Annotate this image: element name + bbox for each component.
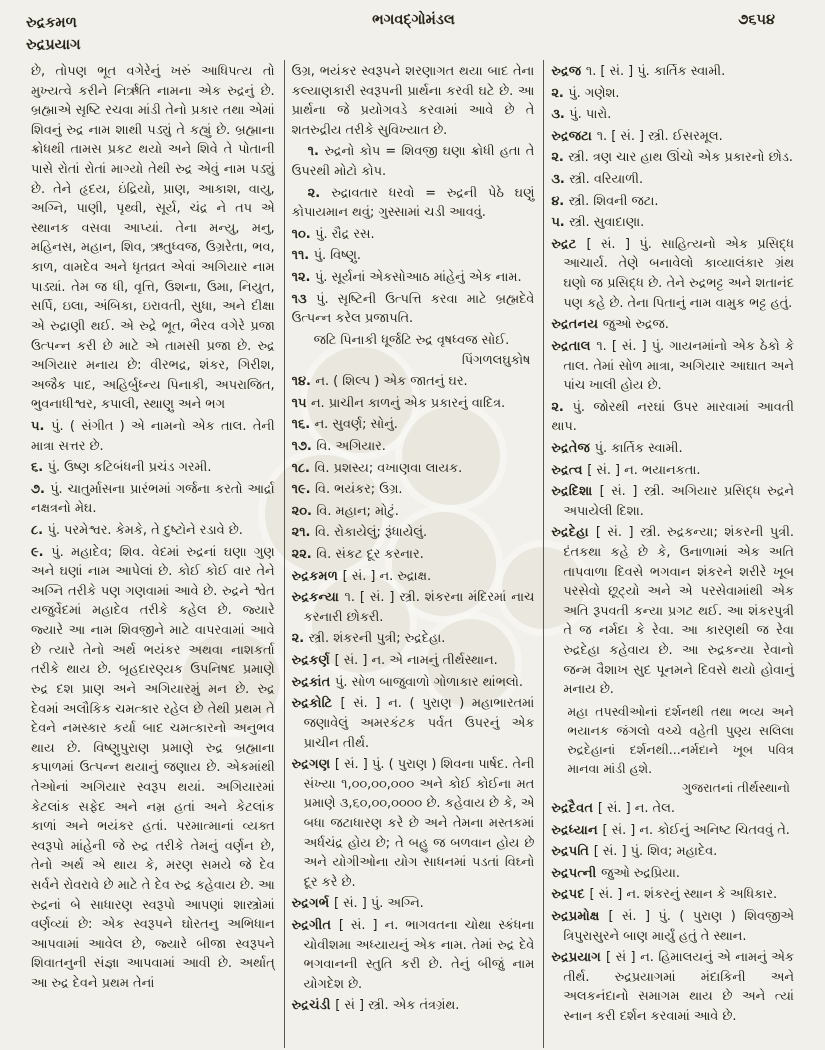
sense-number: ૮. (31, 523, 48, 539)
dictionary-entry: રુદ્રપત્ની જુઓ રુદ્રપ્રિયા. (551, 865, 680, 881)
headword: રુદ્રપત્ની (551, 865, 602, 881)
sub-sense: ૫. સ્ત્રી. સુવાદાણા. (551, 215, 645, 231)
idiom-item: ૧. રુદ્રનો કોપ = શિવજી ઘણા ક્રોધી હતા તે ઉપરથી મોટો કોપ. (291, 144, 535, 180)
headword: રુદ્રકાંત (291, 674, 336, 690)
sense-number: ૧૬. (291, 417, 315, 433)
sense-number: ૪. (551, 193, 569, 209)
sense-number: ૨. (551, 85, 569, 101)
dictionary-entry: રુદ્રત્વ [ સં. ] ન. ભયાનકતા. (551, 462, 701, 478)
sense-item: ૬. પું. ઉષ્ણ કટિબંધની પ્રચંડ ગરમી. (31, 460, 212, 476)
citation: પિંગળલઘુકોષ (461, 352, 531, 368)
sense-number: ૧૦. (291, 226, 316, 242)
dictionary-entry: રુદ્રદૈવત [ સં. ] ન. તેલ. (551, 800, 675, 816)
sense-number: ૨૨. (291, 547, 317, 563)
page-number: ૭૬૫૪ (738, 12, 775, 28)
dictionary-entry: રુદ્રકન્યા ૧. [ સં. ] સ્ત્રી. શંકરના મંદિરમાં નાચ કરનારી છોકરી. (291, 590, 535, 625)
dictionary-entry: રુદ્રકોટિ [ સં. ] ન. ( પુરાણ ) મહાભારતમાં જણાવેલું અમરકંટક પર્વત ઉપરનું એક પ્રાચીન તીર્થ. (291, 696, 535, 751)
headword: રુદ્રધ્યાન (551, 822, 603, 838)
sense-item: ૧૦. પું. રૌદ્ર રસ. (291, 226, 375, 242)
headword: રુદ્રપ્રમોક્ષ (551, 908, 609, 924)
sense-item: ૧૯. વિ. ભયંકર; ઉગ્ર. (291, 482, 403, 498)
sense-number: ૨. (307, 185, 332, 201)
sense-number: ૫. (31, 418, 52, 434)
citation: ગુજરાતનાં તીર્થસ્થાનો (682, 779, 790, 795)
sense-number: ૧૯. (291, 482, 315, 498)
dictionary-entry: રુદ્રતાલ ૧. [ સં. ] પું. ગાયનમાંનો એક ઠેકો કે તાલ. તેમાં સોળ માત્રા, અગિયાર આઘાત અને પાંચ ખાલી હોય છે. (551, 338, 794, 394)
dictionary-entry: રુદ્રગણ [ સં. ] પું. ( પુરાણ ) શિવના પાર્ષદ. તેની સંખ્યા ૧,૦૦,૦૦,૦૦૦ અને કોઈ કોઈના મત પ્રમાણે ૩,૬૦,૦૦,૦૦૦૦ છે. કહેવાય છે કે, એ બધા જટાધારણ કરે છે અને તેમના મસ્તકમાં અર્ધચંદ્ર હોય છે; તે બહુ જ બળવાન હોય છે અને યોગીઓના યોગ સાધનમાં પડતાં વિઘ્નો દૂર કરે છે. (291, 757, 535, 890)
dictionary-entry: રુદ્રજટા ૧. [ સં. ] સ્ત્રી. ઈસરમૂલ. (551, 128, 723, 144)
sense-item: ૮. પું. પરમેશ્વર. કેમકે, તે દુષ્ટોને રડાવે છે. (31, 523, 243, 539)
headword: રુદ્રતેજ (551, 440, 595, 456)
guide-word-top: રુદ્રકમળ (26, 15, 77, 31)
headword: રુદ્રપ્રયાગ (551, 950, 606, 966)
headword: રુદ્રચંડી (291, 998, 336, 1014)
running-header (24, 10, 803, 56)
sense-number: ૫. (551, 215, 570, 231)
dictionary-entry: રુદ્રદિશા [ સં. ] સ્ત્રી. અગિયાર પ્રસિદ્ધ રુદ્રને અપાયેલી દિશા. (551, 484, 794, 519)
headword: રુદ્રતાલ (551, 338, 597, 354)
sense-item: ૧૨. પું. સૂર્યનાં એકસોઆઠ માંહેનું એક નામ. (291, 270, 522, 286)
column-2 (284, 60, 544, 1048)
sense-item: ૧૧. પું. વિષ્ણુ. (291, 248, 361, 264)
sense-number: ૨૦. (291, 503, 317, 519)
verse-line: જટિ પિનાકી ધૂર્જટિ રુદ્ર વૃષધ્વજ સોઈ. પિંગળલઘુકોષ (292, 331, 535, 370)
sense-item: ૫. પું. ( સંગીત ) એ નામનો એક તાલ. તેની માત્રા સત્તર છે. (31, 418, 275, 454)
dictionary-entry: રુદ્રગીત [ સં. ] ન. ભાગવતના ચોથા સ્કંધના ચોવીશમા અધ્યાયનું એક નામ. તેમાં રુદ્ર દેવે ભગવાનની સ્તુતિ કરી છે. તેનું બીજું નામ યોગદેશ છે. (291, 917, 535, 992)
sense-number: ૩. (551, 107, 570, 123)
sense-number: ૧૮. (291, 460, 315, 476)
sense-item: ૧૮. વિ. પ્રશસ્ય; વખાણવા લાયક. (291, 460, 463, 476)
sense-number: ૭. (31, 481, 51, 497)
sense-item: ૧૪. ન. ( શિલ્પ ) એક જાતનું ઘર. (291, 374, 468, 390)
sense-number: ૧૫ (291, 395, 311, 411)
headword: રુદ્રદેહા (551, 525, 596, 541)
headword: રુદ્રગર્ભ (291, 896, 334, 912)
headword: રુદ્રજ (551, 64, 586, 79)
headword: રુદ્રકન્યા (291, 590, 345, 606)
sense-number: ૧. (307, 144, 325, 160)
dictionary-entry: રુદ્રટ [ સં. ] પું. સાહિત્યનો એક પ્રસિદ્ધ આચાર્ય. તેણે બનાવેલો કાવ્યાલંકાર ગ્રંથ ઘણો જ પ્રસિદ્ધ છે. તેને રુદ્રભટ્ટ અને શતાનંદ પણ કહે છે. તેના પિતાનું નામ વામુક ભટ્ટ હતું. (551, 236, 794, 311)
sense-number: ૬. (31, 460, 48, 476)
sense-number: ૩. (551, 172, 570, 188)
headword: રુદ્રત્વ (551, 462, 588, 478)
headword: રુદ્રપતિ (551, 844, 594, 860)
headword: રુદ્રદૈવત (551, 800, 598, 816)
sense-number: ૧૧. (291, 248, 314, 264)
column-1 (24, 60, 284, 1048)
headword: રુદ્રદિશા (551, 484, 600, 500)
sense-item: ૨૦. વિ. મહાન; મોટું. (291, 503, 399, 519)
dictionary-entry: રુદ્રગર્ભ [ સં. ] પું. અગ્નિ. (291, 896, 424, 912)
sense-item: ૧૬. ન. સુવર્ણ; સોનું. (291, 417, 398, 433)
headword: રુદ્રપદ (551, 887, 590, 903)
sense-item: ૯. પું. મહાદેવ; શિવ. વેદમાં રુદ્રનાં ઘણા ગુણ અને ઘણાં નામ આપેલાં છે. કોઈ કોઈ વાર તેને અગ્નિ તરીકે પણ ગણવામાં આવે છે. રુદ્રને શ્વેત યજુર્વેદમાં મહાદેવ તરીકે કહેલ છે. જ્યારે જ્યારે આ નામ શિવજીને માટે વાપરવામાં આવે છે ત્યારે તેનો અર્થ ભયંકર અથવા નાશકર્તા તરીકે થાય છે. બૃહદારણ્યક ઉપનિષદ પ્રમાણે રુદ્ર દશ પ્રાણ અને અગિયારમું મન છે. રુદ્ર દેવમાં અલૌકિક ચમત્કાર રહેલ છે તેથી પ્રથમ તે દેવને નમસ્કાર કર્યા બાદ ચમત્કારનો અનુભવ થાય છે. વિષ્ણુપુરાણ પ્રમાણે રુદ્ર બ્રહ્માના કપાળમાં ઉત્પન્ન થયાનું જણાય છે. એકમાંથી તેઓનાં અગિયાર સ્વરૂપ થયાં. અગિયારમાં કેટલાંક સફેદ અને નમ્ર હતાં અને કેટલાંક કાળાં અને ભયંકર હતાં. પરમાત્માનાં વ્યક્ત સ્વરૂપો માંહેની જે રુદ્ર તરીકે તેમનું વર્ણન છે, તેનો અર્થ એ થાય કે, મરણ સમયે જે દેવ સર્વને રોવરાવે છે માટે તે દેવ રુદ્ર કહેવાય છે. આ રુદ્રનાં બે સાધારણ સ્વરૂપો આપણાં શાસ્ત્રોમાં વર્ણવ્યાં છે: એક સ્વરૂપને ઘોરતનુ અભિધાન આપવામાં આવેલ છે, જ્યારે બીજા સ્વરૂપને શિવાતનુની સંજ્ઞા આપવામાં આવી છે. અર્થાત્ આ રુદ્ર દેવને પ્રથમ તેનાં (31, 544, 275, 992)
sense-number: ૧૨. (291, 270, 315, 286)
headword: રુદ્રગીત (291, 917, 339, 933)
sense-item: ૭. પું. ચાતુર્માસના પ્રારંભમાં ગર્જના કરતો આર્દ્રા નક્ષત્રનો મેઘ. (31, 481, 275, 517)
dictionary-entry: રુદ્રપદ [ સં. ] ન. શંકરનું સ્થાન કે અધિકાર. (551, 887, 778, 903)
headword: રુદ્રજટા (551, 128, 597, 144)
dictionary-entry: રુદ્રકાંત પું. સોળ બાજુવાળો ગોળાકાર થાંભલો. (291, 674, 523, 690)
sense-number: ૧૪. (291, 374, 316, 390)
sense-number: ૨. (551, 399, 573, 415)
dictionary-entry: રુદ્રકર્ણ [ સં. ] ન. એ નામનું તીર્થસ્થાન. (291, 653, 498, 669)
sense-number: ૯. (31, 544, 52, 560)
sense-number: ૧૩ (291, 291, 317, 307)
sub-sense: ૨. સ્ત્રી. ત્રણ ચાર હાથ ઊંચો એક પ્રકારનો છોડ. (551, 150, 793, 166)
sub-sense: ૨. પું. ગણેશ. (551, 85, 620, 101)
headword: રુદ્રકર્ણ (291, 653, 335, 669)
dictionary-entry: રુદ્રધ્યાન [ સં. ] ન. કોઈનું અનિષ્ટ ચિતવવું તે. (551, 822, 790, 838)
dictionary-entry: રુદ્રતેજ પું. કાર્તિક સ્વામી. (551, 440, 683, 456)
headword: રુદ્રકમળ (291, 568, 343, 584)
column-3 (543, 60, 803, 1048)
sense-item: ૨૧. વિ. રોકાયેલું; રૂંધાયેલું. (291, 525, 428, 541)
dictionary-entry: રુદ્રપ્રમોક્ષ [ સં. ] પું. ( પુરાણ ) શિવજીએ ત્રિપુરાસુરને બાણ માર્યું હતું તે સ્થાન. (551, 908, 794, 944)
dictionary-entry: રુદ્રકમળ [ સં. ] ન. રુદ્રાક્ષ. (291, 568, 432, 584)
dictionary-entry: રુદ્રપ્રયાગ [ સં ] ન. હિમાલયનું એ નામનું એક તીર્થ. રુદ્રપ્રયાગમાં મંદાકિની અને અલકનંદાનો સમાગમ થાય છે અને ત્યાં સ્નાન કરી દર્શન કરવામાં આવે છે. (551, 950, 794, 1024)
sense-item: ૨૨. વિ. સંકટ દૂર કરનાર. (291, 547, 424, 563)
sense-number: ૨. (291, 631, 309, 647)
guide-word-bottom: રુદ્રપ્રયાગ (26, 37, 81, 54)
idiom-item: ૨. રુદ્રાવતાર ધરવો = રુદ્રની પેઠે ઘણું કોપાયમાન થવું; ગુસ્સામાં ચડી આવવું. (291, 185, 535, 221)
sub-sense: ૨. સ્ત્રી. શંકરની પુત્રી; રુદ્રદેહા. (291, 631, 446, 647)
quotation: મહા તપસ્વીઓનાં દર્શનથી તથા ભવ્ય અને ભયાનક જંગલો વચ્ચે વહેતી પુણ્ય સલિલા રુદ્રદેહાનાં દર્શનથી...નર્મદાને ખૂબ પવિત્ર માનવા માંડી હશે. ગુજરાતનાં તીર્થસ્થાનો (567, 703, 794, 795)
sense-number: ૧૭. (291, 438, 317, 454)
sense-item: ૧૩ પું. સૃષ્ટિની ઉત્પત્તિ કરવા માટે બ્રહ્મદેવે ઉત્પન્ન કરેલ પ્રજાપતિ. (291, 291, 535, 327)
book-title: ભગવદ્ગોમંડલ (372, 12, 455, 28)
dictionary-entry: રુદ્રજ ૧. [ સં. ] પું. કાર્તિક સ્વામી. (551, 64, 726, 79)
headword: રુદ્રટ (551, 236, 587, 252)
dictionary-entry: રુદ્રતનય જુઓ રુદ્રજ. (551, 317, 669, 333)
dictionary-entry: રુદ્રદેહા [ સં. ] સ્ત્રી. રુદ્રકન્યા; શંકરની પુત્રી. દંતકથા કહે છે કે, ઉનાળામાં એક અતિ તાપવાળા દિવસે ભગવાન શંકરને શરીરે ખૂબ પરસેવો છૂટ્યો અને એ પરસેવામાંથી એક અતિ રૂપવતી કન્યા પ્રગટ થઈ. આ શંકરપુત્રી તે જ નર્મદા કે રેવા. આ કારણથી જ રેવા રુદ્રદેહા કહેવાય છે. આ રુદ્રકન્યા રેવાનો જન્મ વૈશાખ સુદ પૂનમને દિવસે થયો હોવાનું મનાય છે. (551, 525, 794, 698)
text-columns (24, 60, 803, 1048)
paragraph: છે, તોપણ ભૂત વગેરેનું ખરું આધિપત્ય તો મુખ્યત્વે કરીને નિર્ઋતિ નામના એક રુદ્રનું છે. બ્રહ્માએ સૃષ્ટિ રચવા માંડી તેનો પ્રકાર તથા એમાં શિવનું રુદ્ર નામ શાથી પડ્યું તે કહ્યું છે. બ્રહ્માના ક્રોધથી તામસ પ્રકટ થયો અને શિવે તે પોતાની પાસે રોતાં રોતાં માગ્યો તેથી રુદ્ર એવું નામ પડ્યું છે. તેને હૃદય, ઇંદ્રિયો, પ્રાણ, આકાશ, વાયુ, અગ્નિ, પાણી, પૃથ્વી, સૂર્ય, ચંદ્ર ને તપ એ સ્થાનક વસવા આપ્યાં. તેના મન્યુ, મનુ, મહિનસ, મહાન, શિવ, ઋતુધ્વજ, ઉગ્રરેતા, ભવ, કાળ, વામદેવ અને ધૃતવ્રત એવાં અગિયાર નામ પાડ્યાં. તેમ જ ધી, વૃત્તિ, ઉશના, ઉમા, નિયુત, સર્પિ, ઇલા, અંબિકા, ઇરાવતી, સુધા, અને દીક્ષા એ રુદ્રાણી થઈ. એ રુદ્રે ભૂત, ભૈરવ વગેરે પ્રજા ઉત્પન્ન કરી છે માટે એ તામસી પ્રજા છે. રુદ્ર અગિયાર મનાય છે: વીરભદ્ર, શંકર, ગિરીશ, અજૈક પાદ, અહિર્બુધ્ન્ય પિનાકી, અપરાજિત, ભુવનાધીશ્વર, કપાલી, સ્થાણુ અને ભગ (31, 64, 275, 413)
paragraph: ઉગ્ર, ભયંકર સ્વરૂપને શરણાગત થયા બાદ તેના કલ્યાણકારી સ્વરૂપની પ્રાર્થના કરવી ઘટે છે. આ પ્રાર્થના જે પ્રયોગવડે કરવામાં આવે છે તે શતરુદ્રીય તરીકે સુવિખ્યાત છે. (291, 64, 535, 138)
headword: રુદ્રગણ (291, 757, 335, 773)
sub-sense: ૪. સ્ત્રી. શિવની જટા. (551, 193, 659, 209)
dictionary-entry: રુદ્રચંડી [ સં ] સ્ત્રી. એક તંત્રગ્રંથ. (291, 998, 460, 1014)
headword: રુદ્રકોટિ (291, 696, 341, 712)
sense-number: ૨. (551, 150, 569, 166)
dictionary-entry: રુદ્રપતિ [ સં. ] પું. શિવ; મહાદેવ. (551, 844, 718, 860)
sub-sense: ૩. પું. પારો. (551, 107, 612, 123)
headword: રુદ્રતનય (551, 317, 603, 333)
sense-item: ૧૫ ન. પ્રાચીન કાળનું એક પ્રકારનું વાદિત્ર. (291, 395, 506, 411)
sense-number: ૨૧. (291, 525, 315, 541)
sub-sense: ૩. સ્ત્રી. વરિયાળી. (551, 172, 644, 188)
sense-item: ૧૭. વિ. અગિયાર. (291, 438, 386, 454)
sub-sense: ૨. પું. જોરથી નરઘાં ઉપર મારવામાં આવતી થાપ. (551, 399, 794, 435)
